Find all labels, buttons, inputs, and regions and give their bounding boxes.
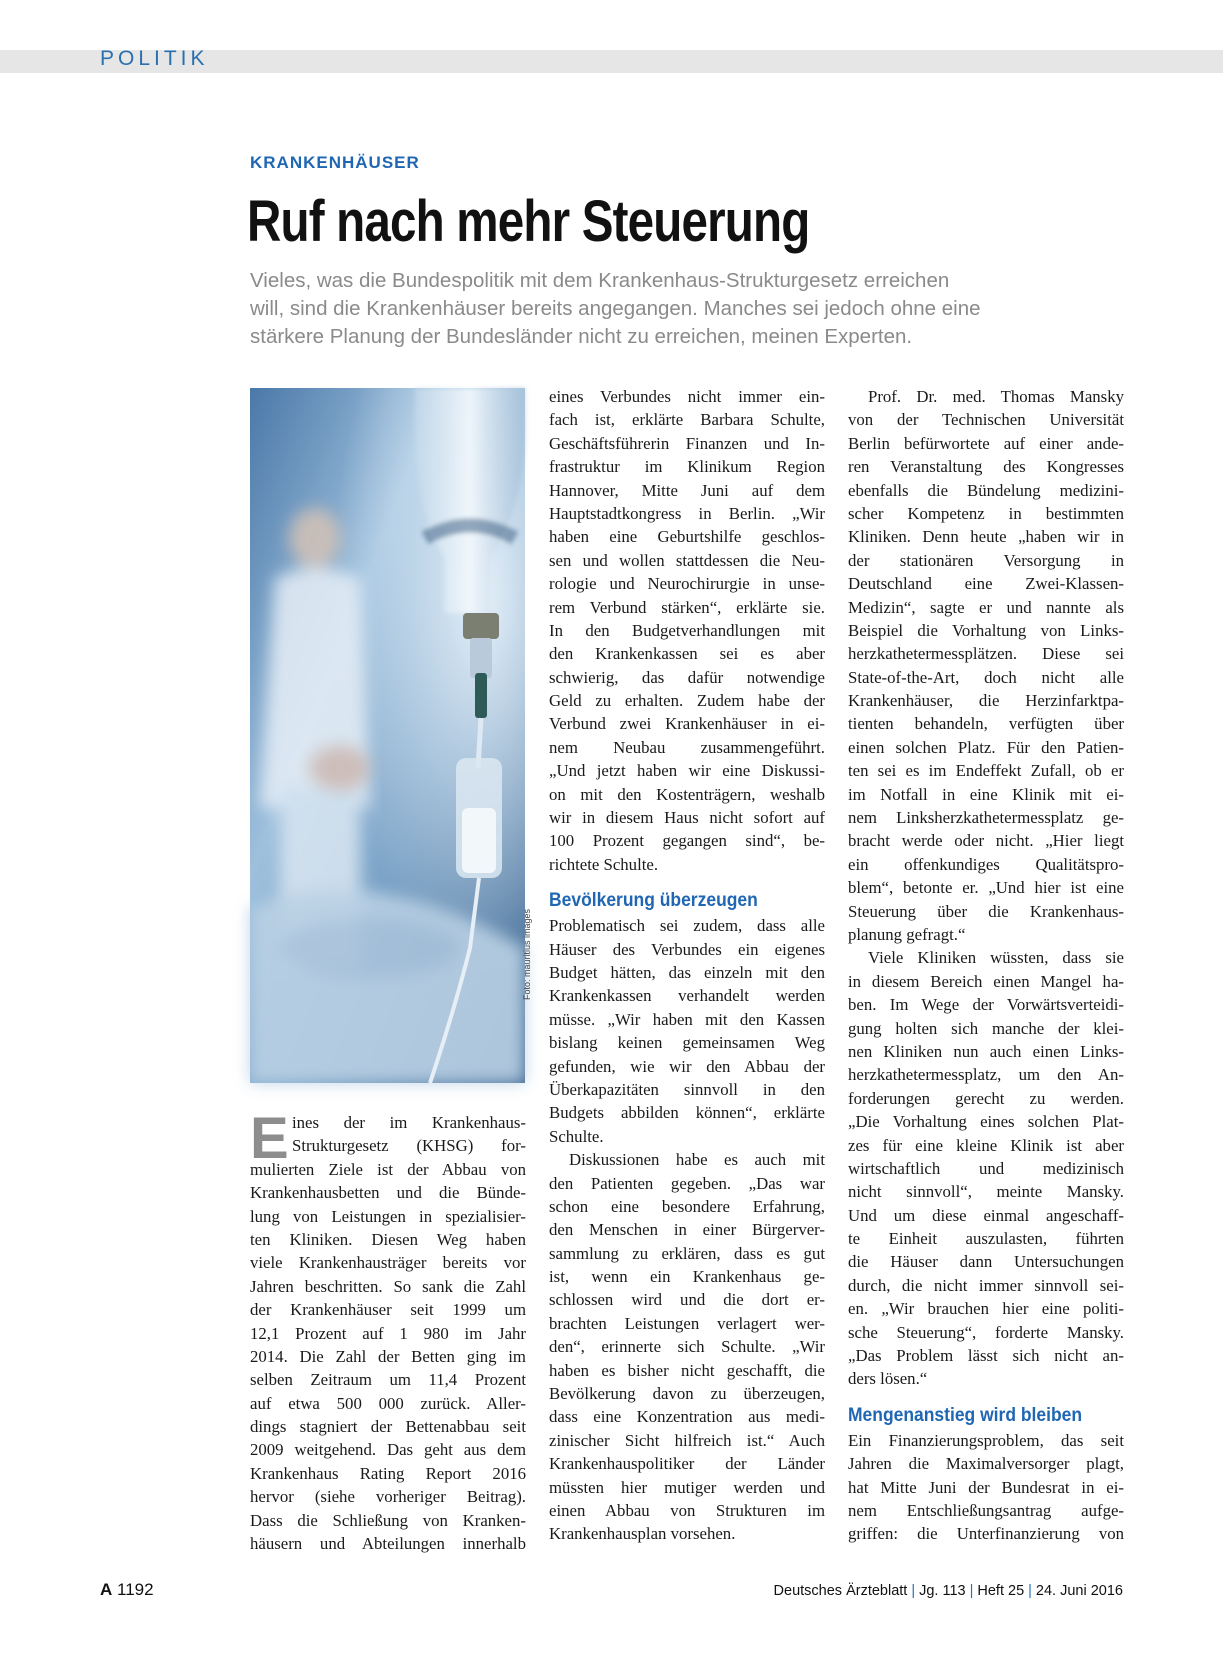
text-line: ren Veranstaltung des Kongresses xyxy=(848,457,1124,477)
text-line: mulierten Ziele ist der Abbau von xyxy=(250,1159,526,1179)
text-line: hervor (siehe vorheriger Beitrag). xyxy=(250,1487,526,1507)
text-line: schon eine besondere Erfahrung, xyxy=(549,1196,825,1216)
text-line: griffen: die Unterfinanzierung von xyxy=(848,1524,1124,1544)
text-line: Dass die Schließung von Kranken- xyxy=(250,1510,526,1530)
text-line: Geld zu erhalten. Zudem habe der xyxy=(549,691,825,711)
text-line: Steuerung über die Krankenhaus- xyxy=(848,901,1124,921)
text-line: blem“, betonte er. „Und hier ist eine xyxy=(848,878,1124,898)
lead-line: stärkere Planung der Bundesländer nicht zu erreichen, meinen Experten. xyxy=(250,325,913,348)
text-line: der stationären Versorgung in xyxy=(848,550,1124,570)
text-line: bislang keinen gemeinsamen Weg xyxy=(549,1033,825,1053)
text-line: wir in diesem Haus nicht sofort auf xyxy=(549,808,825,828)
journal-name: Deutsches Ärzteblatt xyxy=(773,1583,908,1599)
text-line: 100 Prozent gegangen sind“, be- xyxy=(549,831,825,851)
separator: | xyxy=(969,1583,974,1599)
text-line: ist, wenn ein Krankenhaus ge- xyxy=(549,1267,825,1287)
text-line: „Und jetzt haben wir eine Diskussi- xyxy=(549,761,825,781)
text-line: gung holten sich manche der klei- xyxy=(848,1018,1124,1038)
text-line: nem Neubau zusammengeführt. xyxy=(549,737,825,757)
text-line: Viele Kliniken wüssten, dass sie xyxy=(868,948,1124,968)
subheading-bevoelkerung: Bevölkerung überzeugen xyxy=(549,890,758,912)
text-line: schlossen wird und die dort er- xyxy=(549,1290,825,1310)
text-line: ten Kliniken. Diesen Weg haben xyxy=(250,1229,526,1249)
text-line: Krankenhausplan vorsehen. xyxy=(549,1524,736,1544)
text-line: „Das Problem lässt sich nicht an- xyxy=(848,1346,1124,1366)
text-line: viele Krankenhausträger bereits vor xyxy=(250,1253,526,1273)
text-line: Jahren die Maximalversorger plagt, xyxy=(848,1454,1124,1474)
text-line: den Patienten gegeben. „Das war xyxy=(549,1173,825,1193)
text-line: Krankenhauspolitiker der Länder xyxy=(549,1454,825,1474)
text-line: den“, erinnerte sich Schulte. „Wir xyxy=(549,1337,825,1357)
text-line: zinischer Sicht hilfreich ist.“ Auch xyxy=(549,1430,825,1450)
publication-info xyxy=(774,1583,1123,1599)
text-line: müsse. „Wir haben mit den Kassen xyxy=(549,1009,825,1029)
text-line: selben Zeitraum um 11,4 Prozent xyxy=(250,1370,526,1390)
text-line: sche Steuerung“, forderte Mansky. xyxy=(848,1322,1124,1342)
text-line: State-of-the-Art, doch nicht alle xyxy=(848,667,1124,687)
text-line: Krankenhäuser, die Herzinfarktpa- xyxy=(848,691,1124,711)
text-line: forderungen gerecht zu werden. xyxy=(848,1088,1124,1108)
text-line: ders lösen.“ xyxy=(848,1369,928,1389)
text-line: dings stagniert der Bettenabbau seit xyxy=(250,1417,526,1437)
text-line: haben eine Geburtshilfe geschlos- xyxy=(549,527,825,547)
text-line: Problematisch sei zudem, dass alle xyxy=(549,916,825,936)
text-line: wirtschaftlich und medizinisch xyxy=(848,1158,1124,1178)
text-line: nen Kliniken nun auch einen Links- xyxy=(848,1041,1124,1061)
text-line: Diskussionen habe es auch mit xyxy=(569,1150,825,1170)
text-line: Jahren beschritten. So sank die Zahl xyxy=(250,1276,526,1296)
text-line: Überkapazitäten sinnvoll in den xyxy=(549,1079,825,1099)
page-number xyxy=(100,1580,154,1600)
text-line: durch, die nicht immer sinnvoll sei- xyxy=(848,1275,1124,1295)
text-line: rem Verbund stärken“, erklärte sie. xyxy=(549,597,825,617)
text-line: zes für eine kleine Klinik ist aber xyxy=(848,1135,1124,1155)
text-line: brachten Leistungen verlagert wer- xyxy=(549,1313,825,1333)
text-line: sammlung zu erklären, dass es gut xyxy=(549,1243,825,1263)
article-lead xyxy=(250,267,1100,351)
text-line: ines der im Krankenhaus- xyxy=(292,1113,526,1132)
article-headline: Ruf nach mehr Steuerung xyxy=(247,189,810,254)
text-line: Geschäftsführerin Finanzen und In- xyxy=(549,433,825,453)
text-line: Budget hätten, das einzeln mit den xyxy=(549,962,825,982)
text-line: rologie und Neurochirurgie in unse- xyxy=(549,574,825,594)
text-line: ebenfalls die Bündelung medizini- xyxy=(848,480,1124,500)
text-line: nem Linksherzkathetermessplatz ge- xyxy=(848,808,1124,828)
hospital-iv-photo xyxy=(250,388,525,1083)
text-line: Strukturgesetz (KHSG) for- xyxy=(292,1136,526,1156)
page-number-value: 1192 xyxy=(117,1580,154,1599)
lead-line: Vieles, was die Bundespolitik mit dem Krankenhaus-Strukturgesetz erreichen xyxy=(250,269,950,292)
text-line: in diesem Bereich einen Mangel ha- xyxy=(848,971,1124,991)
text-line: bracht werde oder nicht. „Hier liegt xyxy=(848,831,1124,851)
text-line: einen solchen Platz. Für den Patien- xyxy=(848,737,1124,757)
text-line: scher Kompetenz in bestimmten xyxy=(848,503,1124,523)
text-line: Medizin“, sagte er und nannte als xyxy=(848,597,1124,617)
text-line: Krankenkassen verhandelt werden xyxy=(549,986,825,1006)
text-line: ben. Im Wege der Vorwärtsverteidi- xyxy=(848,995,1124,1015)
separator: | xyxy=(1028,1583,1032,1599)
text-line: Ein Finanzierungsproblem, das seit xyxy=(848,1430,1124,1450)
page-prefix: A xyxy=(100,1580,113,1599)
subheading-mengenanstieg: Mengenanstieg wird bleiben xyxy=(848,1404,1083,1426)
separator: | xyxy=(911,1583,916,1599)
text-line: der Krankenhäuser seit 1999 um xyxy=(250,1300,526,1320)
text-line: im Notfall in eine Klinik mit ei- xyxy=(848,784,1124,804)
text-line: fach ist, erklärte Barbara Schulte, xyxy=(549,410,825,430)
text-line: te Einheit auszulasten, führten xyxy=(848,1229,1124,1249)
text-line: dass eine Konzentration aus medi- xyxy=(549,1407,825,1427)
text-line: on mit den Kostenträgern, weshalb xyxy=(549,784,825,804)
text-line: frastruktur im Klinikum Region xyxy=(549,457,825,477)
issue-date: 24. Juni 2016 xyxy=(1035,1583,1123,1599)
text-line: Prof. Dr. med. Thomas Mansky xyxy=(868,387,1124,406)
text-line: planung gefragt.“ xyxy=(848,924,966,944)
section-label: POLITIK xyxy=(100,47,209,70)
text-line: schwierig, das dafür notwendige xyxy=(549,667,825,687)
text-column-1 xyxy=(250,1106,526,1555)
text-line: Deutschland eine Zwei-Klassen- xyxy=(848,574,1124,594)
text-line: haben es bisher nicht geschafft, die xyxy=(549,1360,825,1380)
text-line: Und um diese einmal angeschaff- xyxy=(848,1205,1124,1225)
text-line: den Menschen in einer Bürgerver- xyxy=(549,1220,825,1240)
text-line: eines Verbundes nicht immer ein- xyxy=(549,387,825,406)
text-line: den Krankenkassen sei es aber xyxy=(549,644,825,664)
article-kicker: KRANKENHÄUSER xyxy=(250,153,420,172)
text-line: Budgets abbilden können“, erklärte xyxy=(549,1103,825,1123)
text-line: hat Mitte Juni der Bundesrat in ei- xyxy=(848,1477,1124,1497)
text-line: Verbund zwei Krankenhäuser in ei- xyxy=(549,714,825,734)
text-line: einen Abbau von Strukturen im xyxy=(549,1500,825,1520)
text-line: nem Entschließungsantrag aufge- xyxy=(848,1500,1124,1520)
journal-volume: Jg. 113 xyxy=(919,1583,966,1599)
text-line: herzkathetermessplätzen. Diese sei xyxy=(848,644,1124,664)
text-column-3 xyxy=(848,385,1124,1546)
text-line: lung von Leistungen in spezialisier- xyxy=(250,1206,526,1226)
text-line: Krankenhaus Rating Report 2016 xyxy=(250,1463,526,1483)
text-line: Beispiel die Vorhaltung von Links- xyxy=(848,620,1124,640)
text-column-2 xyxy=(549,385,825,1546)
text-line: Kliniken. Denn heute „haben wir in xyxy=(848,527,1124,547)
text-line: Berlin befürwortete auf einer ande- xyxy=(848,433,1124,453)
text-line: Schulte. xyxy=(549,1126,604,1146)
text-line: sen und wollen stattdessen die Neu- xyxy=(549,550,825,570)
text-line: ten sei es im Endeffekt Zufall, ob er xyxy=(848,761,1124,781)
text-line: richtete Schulte. xyxy=(549,854,659,874)
photo-illustration xyxy=(250,388,525,1083)
text-line: ein offenkundiges Qualitätspro- xyxy=(848,854,1124,874)
text-line: tienten behandeln, verfügten über xyxy=(848,714,1124,734)
text-line: 2014. Die Zahl der Betten ging im xyxy=(250,1346,526,1366)
text-line: In den Budgetverhandlungen mit xyxy=(549,620,825,640)
text-line: gefunden, wie wir den Abbau der xyxy=(549,1056,825,1076)
drop-cap: E xyxy=(250,1106,289,1171)
photo-credit: Foto: mauritius images xyxy=(522,908,532,1000)
text-line: Hannover, Mitte Juni auf dem xyxy=(549,480,825,500)
journal-issue: Heft 25 xyxy=(977,1583,1025,1599)
text-line: auf etwa 500 000 zurück. Aller- xyxy=(250,1393,526,1413)
text-line: die Häuser dann Untersuchungen xyxy=(848,1252,1124,1272)
text-line: Hauptstadtkongress in Berlin. „Wir xyxy=(549,503,825,523)
text-line: 2009 weitgehend. Das geht aus dem xyxy=(250,1440,526,1460)
lead-line: will, sind die Krankenhäuser bereits angegangen. Manches sei jedoch ohne eine xyxy=(250,297,981,320)
text-line: häusern und Abteilungen innerhalb xyxy=(250,1534,526,1554)
text-line: Bevölkerung davon zu überzeugen, xyxy=(549,1384,825,1404)
text-line: Krankenhausbetten und die Bünde- xyxy=(250,1183,526,1203)
text-line: Häuser des Verbundes ein eigenes xyxy=(549,939,825,959)
text-line: müssten hier mutiger werden und xyxy=(549,1477,825,1497)
text-line: 12,1 Prozent auf 1 980 im Jahr xyxy=(250,1323,526,1343)
text-line: herzkathetermessplatz, um den An- xyxy=(848,1065,1124,1085)
text-line: en. „Wir brauchen hier eine politi- xyxy=(848,1299,1124,1319)
text-line: „Die Vorhaltung eines solchen Plat- xyxy=(848,1112,1124,1132)
text-line: von der Technischen Universität xyxy=(848,410,1124,430)
text-line: nicht sinnvoll“, meinte Mansky. xyxy=(848,1182,1124,1202)
